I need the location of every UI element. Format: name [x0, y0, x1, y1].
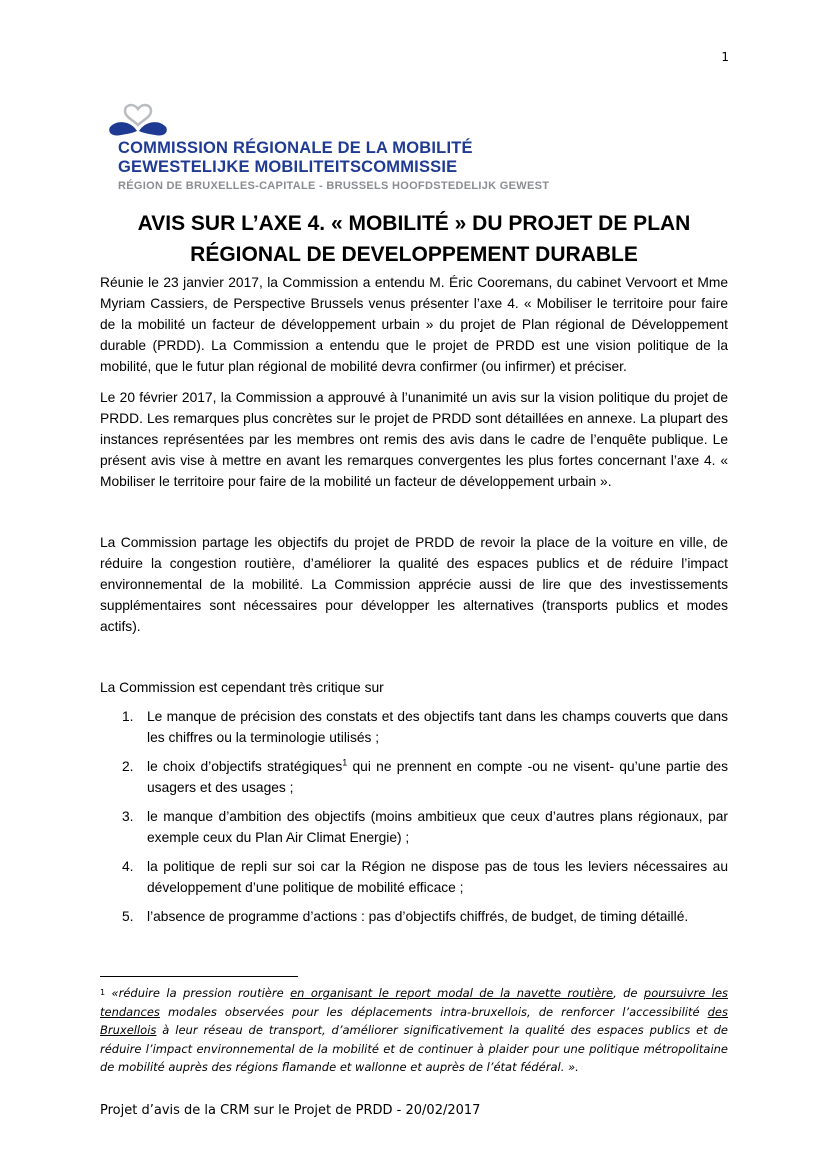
list-item-text: Le manque de précision des constats et des objectifs tant dans les champs couverts que dans les chiffres ou la terminologie utilisés ; [147, 709, 728, 745]
list-item [100, 906, 728, 927]
footnote-underlined-text: des Bruxellois [100, 1004, 728, 1037]
footnote-underlined-text: poursuivre les tendances [100, 986, 729, 1019]
list-item [100, 806, 728, 848]
list-item [100, 756, 728, 798]
footnote-text: «réduire la pression routière [111, 986, 291, 1000]
list-item-number: 5. [122, 909, 134, 924]
page-number: 1 [721, 50, 729, 64]
logo-text-region: RÉGION DE BRUXELLES-CAPITALE - BRUSSELS HOOFDSTEDELIJK GEWEST [118, 180, 550, 192]
title-line-2: RÉGIONAL DE DEVELOPPEMENT DURABLE [190, 243, 638, 266]
list-item-text: le manque d’ambition des objectifs (moins ambitieux que ceux d’autres plans régionaux, par exemple ceux du Plan Air Climat Energie) ; [147, 809, 728, 845]
paragraph-critique-intro: La Commission est cependant très critique sur [100, 680, 384, 695]
list-item-text-continued: qui ne prennent en compte -ou ne visent- qu’une partie des usagers et des usages ; [147, 759, 728, 795]
list-item-number: 1. [122, 709, 134, 724]
logo-text-french: COMMISSION RÉGIONALE DE LA MOBILITÉ [118, 139, 473, 157]
paragraph-approval: Le 20 février 2017, la Commission a approuvé à l’unanimité un avis sur la vision politique du projet de PRDD. Les remarques plus concrètes sur le projet de PRDD sont détaillées en annexe. La plupart des instances représentées par les membres ont remis des avis dans le cadre de l’enquête publique. Le présent avis vise à mettre en avant les remarques convergentes les plus fortes concernant l’axe 4. « Mobiliser le territoire pour faire de la mobilité un facteur de développement urbain ». [100, 390, 728, 489]
page-footer: Projet d’avis de la CRM sur le Projet de PRDD - 20/02/2017 [100, 1103, 481, 1118]
footnote-divider [100, 976, 298, 977]
footnote-reference[interactable]: 1 [342, 757, 348, 768]
footnote-number: 1 [100, 988, 106, 997]
list-item-number: 4. [122, 859, 134, 874]
list-item-number: 3. [122, 809, 134, 824]
paragraph-objectives: La Commission partage les objectifs du projet de PRDD de revoir la place de la voiture en ville, de réduire la congestion routière, d’améliorer la qualité des espaces publics et de réduire l’impact environnemental de la mobilité. La Commission apprécie aussi de lire que des investissements supplémentaires sont nécessaires pour développer les alternatives (transports publics et modes actifs). [100, 535, 728, 634]
list-item-text: le choix d’objectifs stratégiques [147, 759, 343, 774]
logo-text-dutch: GEWESTELIJKE MOBILITEITSCOMMISSIE [118, 158, 458, 176]
document-title [100, 208, 728, 270]
list-item-text: la politique de repli sur soi car la Région ne dispose pas de tous les leviers nécessaires au développement d’une politique de mobilité efficace ; [147, 859, 728, 895]
footnote-underlined-text: en organisant le report modal de la navette routière [290, 986, 614, 1000]
footnote-text: à leur réseau de transport, d’améliorer significativement la qualité des espaces publics et de réduire l’impact environnemental de la mobilité et de continuer à plaider pour une politique métropolitaine de mobilité auprès des régions flamande et wallonne et auprès de l’état fédéral. ». [100, 1023, 728, 1074]
list-item [100, 706, 728, 748]
title-line-1: AVIS SUR L’AXE 4. « MOBILITÉ » DU PROJET DE PLAN [137, 212, 691, 235]
crm-logo [107, 103, 627, 195]
heart-logo-icon [107, 103, 169, 141]
list-item-number: 2. [122, 759, 134, 774]
paragraph-intro: Réunie le 23 janvier 2017, la Commission a entendu M. Éric Cooremans, du cabinet Vervoort et Mme Myriam Cassiers, de Perspective Brussels venus présenter l’axe 4. « Mobiliser le territoire pour faire de la mobilité un facteur de développement urbain » du projet de Plan régional de Développement durable (PRDD). La Commission a entendu que le projet de PRDD est une vision politique de la mobilité, que le futur plan régional de mobilité devra confirmer (ou infirmer) et préciser. [100, 275, 728, 374]
footnote [100, 984, 728, 1077]
list-item-text: l’absence de programme d’actions : pas d’objectifs chiffrés, de budget, de timing détaillé. [147, 909, 689, 924]
critique-list [100, 706, 728, 927]
document-body [100, 272, 728, 935]
footnote-text: , de [613, 986, 644, 1000]
footnote-text: modales observées pour les déplacements intra-bruxellois, de renforcer l’accessibilité [159, 1004, 708, 1019]
list-item [100, 856, 728, 898]
